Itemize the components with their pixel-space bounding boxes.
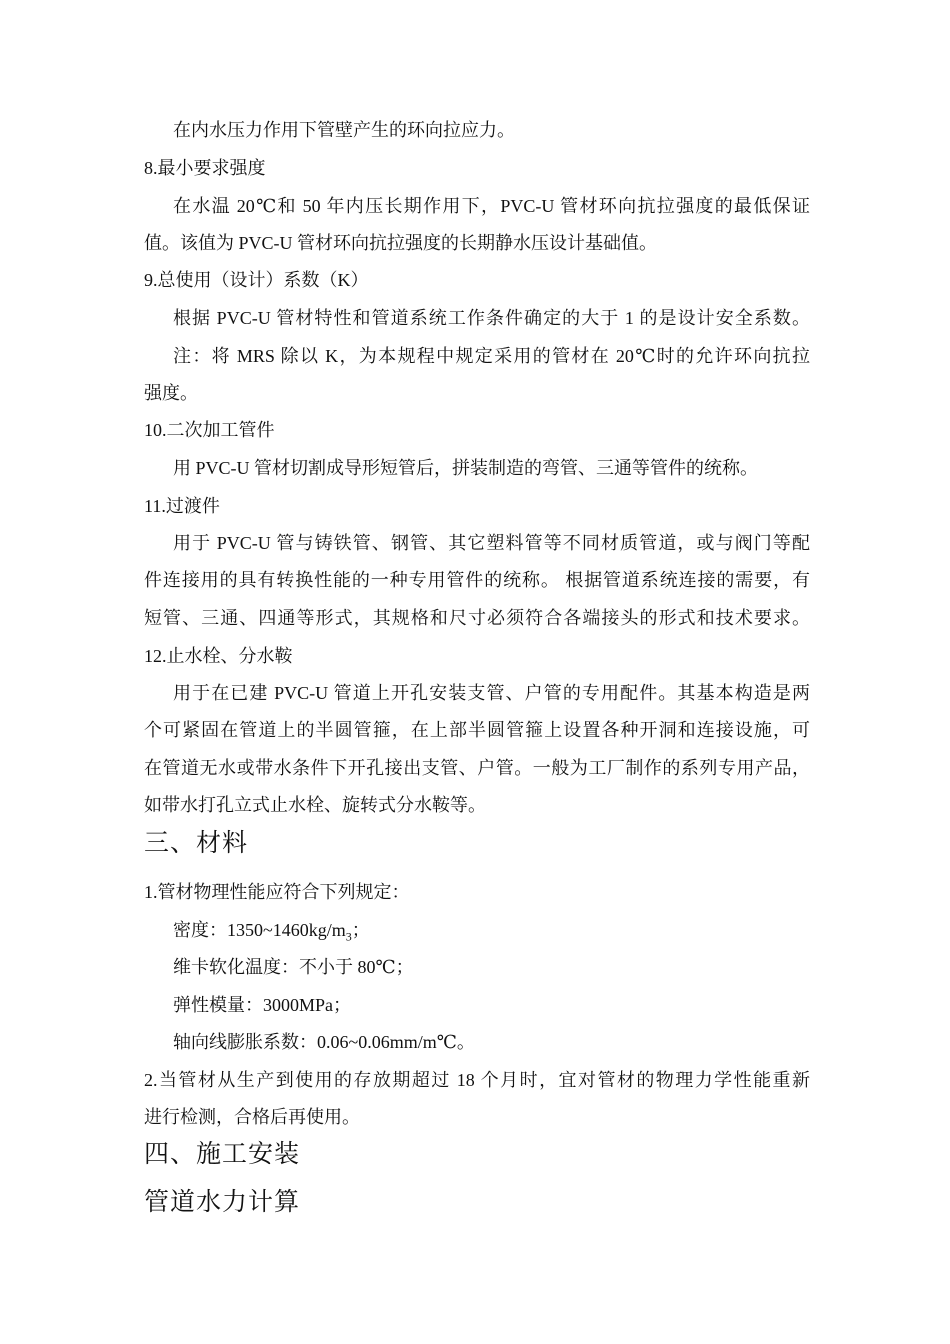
paragraph-line: 短管、三通、四通等形式，其规格和尺寸必须符合各端接头的形式和技术要求。 xyxy=(144,608,810,628)
paragraph-line: 在管道无水或带水条件下开孔接出支管、户管。一般为工厂制作的系列专用产品， xyxy=(144,758,810,778)
paragraph-line: 个可紧固在管道上的半圆管箍，在上部半圆管箍上设置各种开洞和连接设施，可 xyxy=(144,720,810,740)
paragraph-line: 根据 PVC-U 管材特性和管道系统工作条件确定的大于 1 的是设计安全系数。 xyxy=(173,308,810,328)
term-heading-10: 10.二次加工管件 xyxy=(144,420,275,440)
spec-modulus: 弹性模量：3000MPa； xyxy=(173,995,352,1015)
paragraph-line: 值。该值为 PVC-U 管材环向抗拉强度的长期静水压设计基础值。 xyxy=(144,233,658,253)
note-line: 强度。 xyxy=(144,383,198,403)
paragraph-line: 进行检测，合格后再使用。 xyxy=(144,1107,360,1127)
term-heading-11: 11.过渡件 xyxy=(144,496,220,516)
note-line: 注：将 MRS 除以 K，为本规程中规定采用的管材在 20℃时的允许环向抗拉 xyxy=(173,346,810,366)
term-heading-12: 12.止水栓、分水鞍 xyxy=(144,646,293,666)
paragraph-line: 2.当管材从生产到使用的存放期超过 18 个月时，宜对管材的物理力学性能重新 xyxy=(144,1070,810,1090)
paragraph-line: 在内水压力作用下管壁产生的环向拉应力。 xyxy=(173,120,515,140)
subsection-heading-hydraulics: 管道水力计算 xyxy=(144,1187,301,1216)
term-heading-8: 8.最小要求强度 xyxy=(144,158,266,178)
paragraph-line: 用于 PVC-U 管与铸铁管、钢管、其它塑料管等不同材质管道，或与阀门等配 xyxy=(173,533,810,553)
spec-density-end: ； xyxy=(351,920,370,940)
spec-expansion: 轴向线膨胀系数：0.06~0.06mm/m℃。 xyxy=(173,1032,475,1052)
paragraph-line: 件连接用的具有转换性能的一种专用管件的统称。 根据管道系统连接的需要，有 xyxy=(144,570,810,590)
paragraph-line: 1.管材物理性能应符合下列规定： xyxy=(144,882,410,902)
section-heading-installation: 四、施工安装 xyxy=(144,1139,301,1168)
paragraph-line: 如带水打孔立式止水栓、旋转式分水鞍等。 xyxy=(144,795,486,815)
term-heading-9: 9.总使用（设计）系数（K） xyxy=(144,270,369,290)
paragraph-line: 用 PVC-U 管材切割成导形短管后，拼装制造的弯管、三通等管件的统称。 xyxy=(173,458,759,478)
paragraph-line: 在水温 20℃和 50 年内压长期作用下，PVC-U 管材环向抗拉强度的最低保证 xyxy=(173,196,810,216)
spec-density xyxy=(173,918,810,949)
spec-density-subscript: 3 xyxy=(345,929,352,944)
paragraph-line: 用于在已建 PVC-U 管道上开孔安装支管、户管的专用配件。其基本构造是两 xyxy=(173,683,810,703)
spec-density-text: 密度：1350~1460kg/m xyxy=(173,920,346,940)
section-heading-materials: 三、材料 xyxy=(144,828,249,857)
spec-vicat: 维卡软化温度：不小于 80℃； xyxy=(173,957,414,977)
